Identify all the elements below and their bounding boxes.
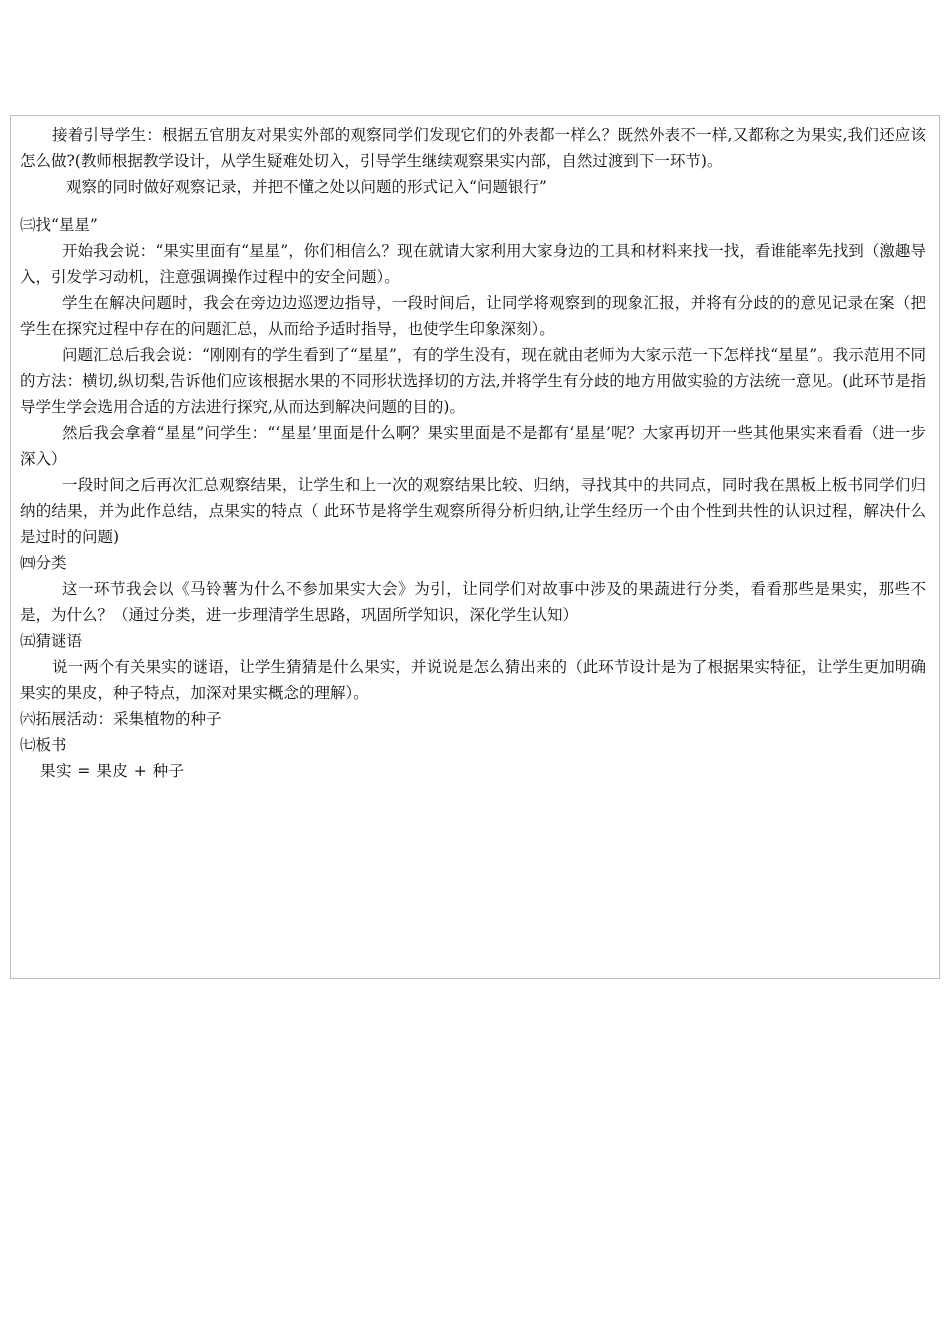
paragraph-summarize-results: 一段时间之后再次汇总观察结果，让学生和上一次的观察结果比较、归纳，寻找其中的共同点，同时我在黑板上板书同学们归纳的结果，并为此作总结，点果实的特点（ 此环节是将学生观察所得分析归纳,让学生经历一个由个性到共性的认识过程，解决什么是过时的问题) <box>20 476 926 546</box>
heading-classify: ㈣分类 <box>20 554 67 572</box>
paragraph-ask-students: 然后我会拿着“星星”问学生：“‘星星’里面是什么啊？果实里面是不是都有‘星星’呢？大家再切开一些其他果实来看看（进一步深入） <box>20 424 926 468</box>
blackboard-formula: 果实 = 果皮 + 种子 <box>40 762 185 780</box>
heading-find-stars: ㈢找“星星” <box>20 216 98 234</box>
paragraph-start-saying: 开始我会说：“果实里面有“星星”，你们相信么？现在就请大家利用大家身边的工具和材料来找一找，看谁能率先找到（激趣导入，引发学习动机，注意强调操作过程中的安全问题）。 <box>20 242 926 286</box>
paragraph-classify: 这一环节我会以《马铃薯为什么不参加果实大会》为引，让同学们对故事中涉及的果蔬进行分类，看看那些是果实，那些不是，为什么？（通过分类，进一步理清学生思路，巩固所学知识，深化学生认知） <box>20 580 926 624</box>
paragraph-problem-summary: 问题汇总后我会说：“刚刚有的学生看到了“星星”，有的学生没有，现在就由老师为大家示范一下怎样找“星星”。我示范用不同的方法：横切,纵切梨,告诉他们应该根据水果的不同形状选择切的方法,并将学生有分歧的地方用做实验的方法统一意见。(此环节是指导学生学会选用合适的方法进行探究,从而达到解决问题的目的)。 <box>20 346 926 416</box>
heading-extension-activity: ㈥拓展活动：采集植物的种子 <box>20 710 222 728</box>
paragraph-guide-students: 接着引导学生：根据五官朋友对果实外部的观察同学们发现它们的外表都一样么？既然外表不一样,又都称之为果实,我们还应该怎么做?(教师根据教学设计，从学生疑难处切入，引导学生继续观察果实内部，自然过渡到下一环节)。 <box>20 126 926 170</box>
document-body <box>20 122 926 784</box>
heading-riddles: ㈤猜谜语 <box>20 632 83 650</box>
paragraph-students-solve: 学生在解决问题时，我会在旁边边巡逻边指导，一段时间后，让同学将观察到的现象汇报，并将有分歧的的意见记录在案（把学生在探究过程中存在的问题汇总，从而给予适时指导，也使学生印象深刻）。 <box>20 294 926 338</box>
paragraph-observation-record: 观察的同时做好观察记录，并把不懂之处以问题的形式记入“问题银行” <box>66 178 547 196</box>
paragraph-riddles: 说一两个有关果实的谜语，让学生猜猜是什么果实，并说说是怎么猜出来的（此环节设计是为了根据果实特征，让学生更加明确果实的果皮，种子特点，加深对果实概念的理解）。 <box>20 658 926 702</box>
heading-blackboard: ㈦板书 <box>20 736 67 754</box>
